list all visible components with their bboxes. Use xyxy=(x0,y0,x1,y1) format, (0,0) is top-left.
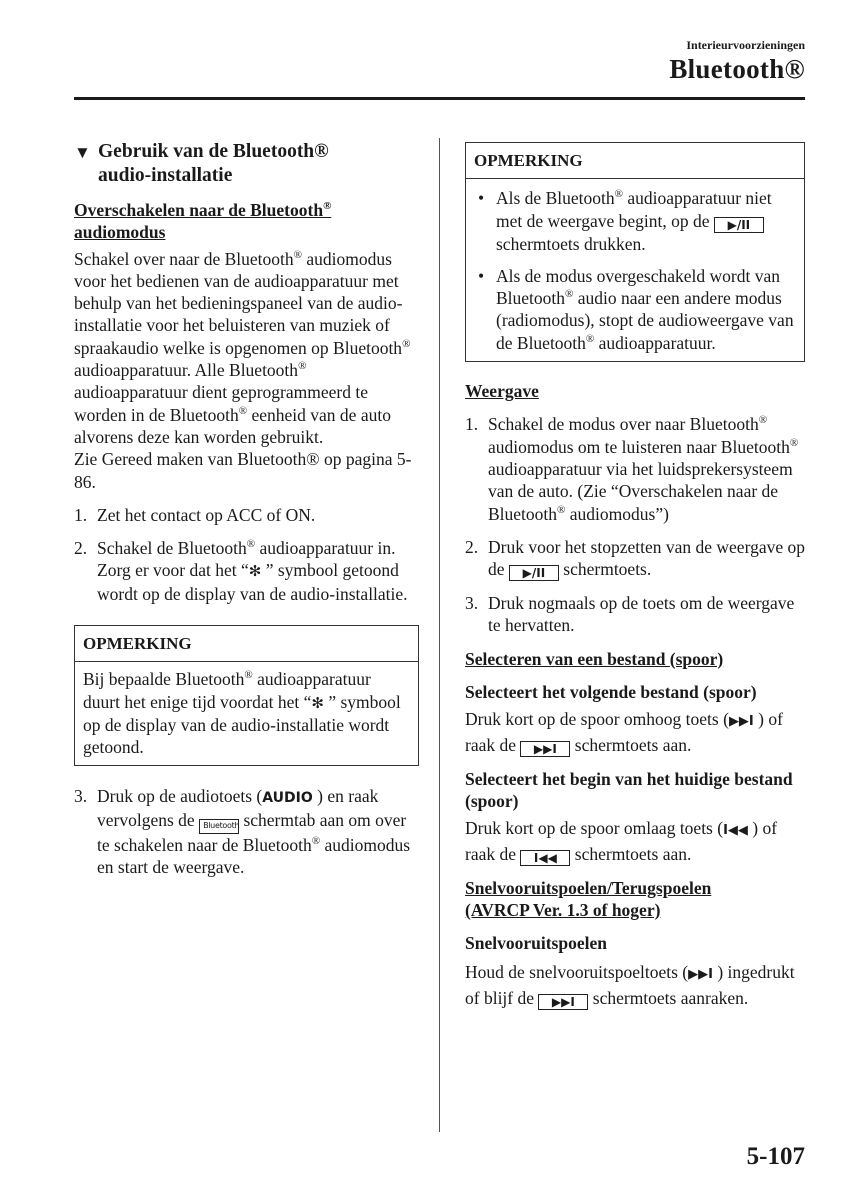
registered-mark: ® xyxy=(323,200,332,212)
next-track-screen-button-icon: ▶▶I xyxy=(520,741,570,757)
steps-list-weergave xyxy=(465,413,805,636)
steps-list-left-continued xyxy=(74,785,419,879)
weergave-step-3: 3. Druk nogmaals op de toets om de weergave te hervatten. xyxy=(465,593,795,636)
note-bullet-2: • Als de modus overgeschakeld wordt van Bluetooth® audio naar een andere modus (radiomodus), stopt de audioweergave van de Bluetooth® audioapparatuur. xyxy=(478,265,794,353)
steps-list-left xyxy=(74,504,419,605)
triangle-icon: ▼ xyxy=(74,143,91,162)
weergave-step-1: 1. Schakel de modus over naar Bluetooth® audiomodus om te luisteren naar Bluetooth® audioapparatuur via het luidsprekersysteem van de auto. (Zie “Overschakelen naar de Bluetooth® audiomodus”) xyxy=(465,414,799,524)
left-column xyxy=(74,140,419,878)
play-pause-icon: ▶/II xyxy=(714,217,764,233)
subheading-begin-file: Selecteert het begin van het huidige bestand (spoor) xyxy=(465,768,793,811)
next-file-text: Druk kort op de spoor omhoog toets (▶▶I ) of raak de ▶▶I schermtoets aan. xyxy=(465,709,783,756)
fast-forward-icon: ▶▶I xyxy=(688,967,713,983)
fast-forward-text: Houd de snelvooruitspoeltoets (▶▶I ) ingedrukt of blijf de ▶▶I schermtoets aanraken. xyxy=(465,962,795,1009)
step-2: 2. Schakel de Bluetooth® audioapparatuur in. Zorg er voor dat het “✻ ” symbool getoond wordt op de display van de audio-installatie. xyxy=(74,538,408,604)
cross-reference: Zie Gereed maken van Bluetooth® op pagina 5-86. xyxy=(74,449,412,492)
section-heading-line2: audio-installatie xyxy=(98,165,233,186)
subheading-select-file: Selecteren van een bestand (spoor) xyxy=(465,648,724,669)
track-up-icon: ▶▶I xyxy=(728,714,754,730)
step-1: 1. Zet het contact op ACC of ON. xyxy=(74,504,316,525)
note-title: OPMERKING xyxy=(75,626,418,662)
note-box-left xyxy=(74,625,419,765)
weergave-step-2: 2. Druk voor het stopzetten van de weergave op de ▶/II schermtoets. xyxy=(465,536,805,581)
audio-key-label: AUDIO xyxy=(262,789,313,806)
step-3: 3. Druk op de audiotoets (AUDIO ) en raak vervolgens de Bluetooth schermtab aan om over te schakelen naar de Bluetooth® audiomodus en start de weergave. xyxy=(74,785,411,878)
note-body xyxy=(466,179,804,361)
header-title: Bluetooth® xyxy=(669,54,805,84)
note-bullet-1: • Als de Bluetooth® audioapparatuur niet met de weergave begint, op de ▶/II schermtoets drukken. xyxy=(478,188,772,254)
prev-track-screen-button-icon: I◀◀ xyxy=(520,850,570,866)
section-heading-line1: Gebruik van de Bluetooth® xyxy=(98,141,329,162)
play-pause-icon: ▶/II xyxy=(509,565,559,581)
note-box-right xyxy=(465,142,805,362)
column-divider xyxy=(439,138,440,1132)
page-number: 5-107 xyxy=(746,1143,805,1170)
section-heading xyxy=(74,140,419,188)
bluetooth-icon: ✻ xyxy=(311,693,324,712)
begin-file-text: Druk kort op de spoor omlaag toets (I◀◀ ) of raak de I◀◀ schermtoets aan. xyxy=(465,818,778,865)
fast-forward-screen-button-icon: ▶▶I xyxy=(538,994,588,1010)
bluetooth-tab-icon: Bluetooth xyxy=(199,819,239,834)
header-rule xyxy=(74,97,805,100)
intro-paragraph: Schakel over naar de Bluetooth® audiomodus voor het bedienen van de audioapparatuur met behulp van het bedieningspaneel van de audio-installatie voor het beluisteren van muziek of spraakaudio welke is opgenomen op Bluetooth® audioapparatuur. Alle Bluetooth® audioapparatuur dient geprogrammeerd te worden in de Bluetooth® eenheid van de auto alvorens deze kan worden gebruikt. xyxy=(74,248,411,447)
note-title: OPMERKING xyxy=(466,143,804,179)
right-column xyxy=(465,142,805,1010)
track-down-icon: I◀◀ xyxy=(723,823,748,839)
subheading-snelvooruit: Snelvooruitspoelen xyxy=(465,933,607,954)
bluetooth-icon: ✻ xyxy=(248,562,262,581)
note-body: Bij bepaalde Bluetooth® audioapparatuur duurt het enige tijd voordat het “✻ ” symbool op de display van de audio-installatie wordt getoond. xyxy=(83,669,401,758)
note-bullet-list xyxy=(474,187,796,354)
subheading-fast-forward: Snelvooruitspoelen/Terugspoelen (AVRCP Ver. 1.3 of hoger) xyxy=(465,877,712,920)
header-section: Interieurvoorzieningen xyxy=(686,38,805,52)
subheading-weergave: Weergave xyxy=(465,381,539,402)
subheading-switch-mode: Overschakelen naar de Bluetooth® audiomodus xyxy=(74,200,332,243)
subheading-next-file: Selecteert het volgende bestand (spoor) xyxy=(465,682,757,703)
